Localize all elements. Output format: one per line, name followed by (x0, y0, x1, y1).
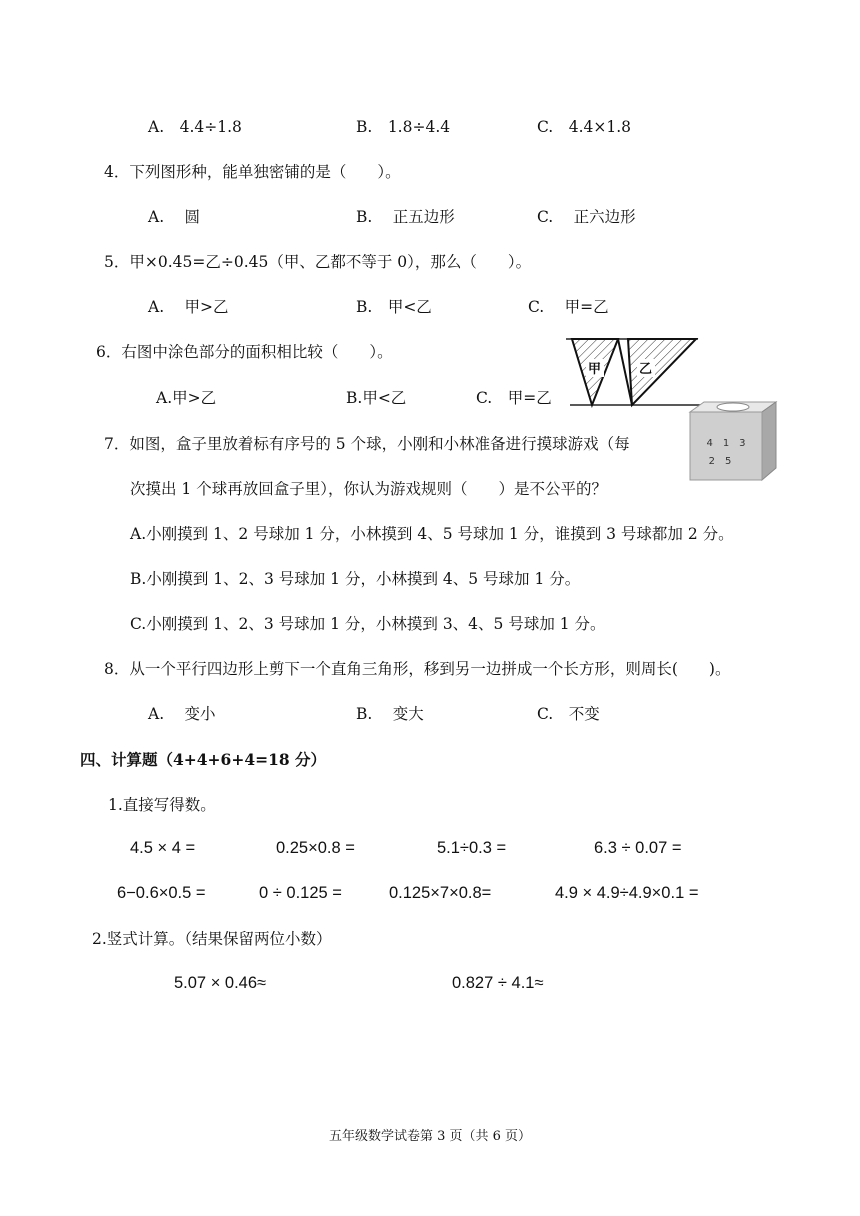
box-balls-row1: 4 1 3 (706, 438, 746, 449)
box-balls-row2: 2 5 (708, 456, 732, 467)
calc1-item-2: 0.25×0.8 = (276, 839, 355, 857)
q3-option-a: A. 4.4÷1.8 (148, 118, 242, 136)
q5-option-c: C. 甲=乙 (528, 298, 609, 316)
calc1-item-3: 5.1÷0.3 = (437, 839, 507, 857)
q5-text: 5．甲×0.45=乙÷0.45（甲、乙都不等于 0），那么（ ）。 (104, 253, 532, 271)
ball-box-figure (686, 400, 782, 484)
q4-option-c: C. 正六边形 (537, 208, 636, 226)
q7-text-line1: 7．如图，盒子里放着标有序号的 5 个球，小刚和小林准备进行摸球游戏（每 (104, 435, 630, 453)
section-4-title: 四、计算题（4+4+6+4=18 分） (80, 750, 327, 769)
calc1-item-1: 4.5 × 4 = (130, 839, 196, 857)
calc2-item-2: 0.827 ÷ 4.1≈ (452, 974, 544, 992)
q7-text-line2: 次摸出 1 个球再放回盒子里），你认为游戏规则（ ）是不公平的？ (130, 480, 607, 498)
calc1-item-5: 6−0.6×0.5 = (117, 884, 206, 902)
q6-option-b: B.甲<乙 (346, 389, 407, 407)
q8-option-a: A. 变小 (148, 705, 216, 723)
q6-option-a: A.甲>乙 (156, 389, 217, 407)
q4-text: 4．下列图形种，能单独密铺的是（ ）。 (104, 163, 401, 181)
calc1-item-4: 6.3 ÷ 0.07 = (594, 839, 682, 857)
figure-label-jia: 甲 (588, 362, 602, 377)
q7-option-b: B.小刚摸到 1、2、3 号球加 1 分，小林摸到 4、5 号球加 1 分。 (130, 570, 581, 588)
calc2-item-1: 5.07 × 0.46≈ (174, 974, 267, 992)
q4-option-b: B. 正五边形 (356, 208, 455, 226)
q5-option-a: A. 甲>乙 (148, 298, 229, 316)
q8-option-b: B. 变大 (356, 705, 424, 723)
q3-option-c: C. 4.4×1.8 (537, 118, 632, 136)
q7-option-a: A.小刚摸到 1、2 号球加 1 分，小林摸到 4、5 号球加 1 分，谁摸到 3 号球都加 2 分。 (130, 525, 734, 543)
q3-option-b: B. 1.8÷4.4 (356, 118, 451, 136)
calc1-item-7: 0.125×7×0.8= (389, 884, 492, 902)
q5-option-b: B. 甲<乙 (356, 298, 432, 316)
figure-label-yi: 乙 (639, 362, 653, 377)
q6-text: 6．右图中涂色部分的面积相比较（ ）。 (96, 343, 393, 361)
page-footer: 五年级数学试卷第 3 页（共 6 页） (328, 1129, 532, 1144)
q4-option-a: A. 圆 (148, 208, 201, 226)
q6-option-c: C. 甲=乙 (476, 389, 552, 407)
shaded-triangles-figure (566, 336, 706, 408)
q7-option-c: C.小刚摸到 1、2、3 号球加 1 分，小林摸到 3、4、5 号球加 1 分。 (130, 615, 606, 633)
calc1-item-6: 0 ÷ 0.125 = (259, 884, 342, 902)
calc1-title: 1.直接写得数。 (108, 796, 216, 814)
q8-text: 8．从一个平行四边形上剪下一个直角三角形，移到另一边拼成一个长方形，则周长( )。 (104, 660, 731, 678)
q8-option-c: C. 不变 (537, 705, 600, 723)
calc1-item-8: 4.9 × 4.9÷4.9×0.1 = (555, 884, 699, 902)
calc2-title: 2.竖式计算。（结果保留两位小数） (92, 930, 332, 948)
